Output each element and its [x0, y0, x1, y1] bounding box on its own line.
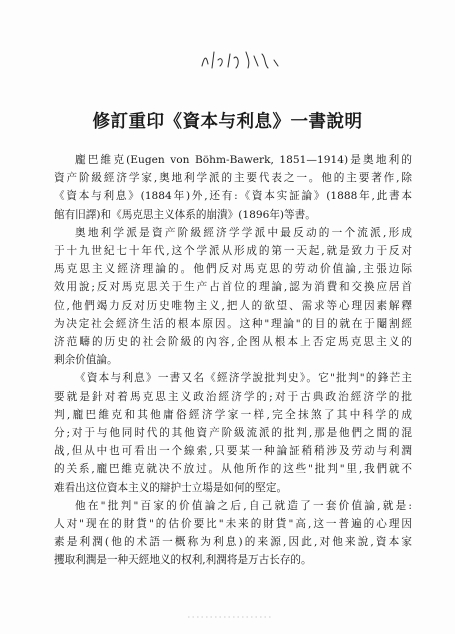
paragraph-4	[54, 497, 412, 570]
text-line: 于十九世紀七十年代,这个学派从形成的第一天起,就是致力于反对	[54, 245, 412, 258]
text-line: 济范疇的历史的社会阶級的內容,企图从根本上否定馬克思主义的	[54, 336, 412, 349]
text-line: 判,龐巴維克和其他庸俗經济学家一样,完全抹煞了其中科学的成	[54, 408, 412, 421]
text-line: 分;对于与他同时代的其他資产阶級流派的批判,那是他們之間的混	[54, 427, 412, 440]
text-line: 素是利潤(他的术語一概称为利息)的来源,因此,对他来說,資本家	[54, 536, 412, 549]
text-line: 他在"批判"百家的价值論之后,自己就造了一套价值論,就是:	[75, 499, 412, 512]
handwritten-annotation	[196, 46, 286, 72]
paragraph-2	[54, 224, 412, 370]
text-line: 龐巴維克(Eugen von Böhm-Bawerk, 1851—1914)是奥地利的	[75, 154, 412, 166]
text-line: 的关系,龐巴維克就决不放过。从他所作的这些"批判"里,我們就不	[54, 463, 412, 476]
text-line: 效用說;反对馬克思关于生产占首位的理論,認为消費和交換应居首	[54, 281, 412, 294]
text-line: 位,他們竭力反对历史唯物主义,把人的欲望、需求等心理因素解釋	[54, 299, 412, 312]
body-text	[54, 151, 412, 570]
paragraph-3	[54, 369, 412, 496]
text-line: 館有旧譯)和《馬克思主义体系的崩潰》(1896年)等書。	[54, 208, 316, 221]
footer-mark	[180, 614, 280, 620]
text-line: 攫取利潤是一种天經地义的权利,利潤将是万古长存的。	[54, 554, 312, 567]
page-title: 修訂重印《資本与利息》一書說明	[92, 112, 363, 132]
text-line: 奥地利学派是資产阶級經济学学派中最反动的一个流派,形成	[75, 226, 412, 239]
text-line: 要就是針对着馬克思主义政治經济学的;对于古典政治經济学的批	[54, 390, 412, 403]
text-line: 馬克思主义經济理論的。他們反对馬克思的劳动价值論,主張边际	[54, 263, 412, 276]
text-line: 資产阶級經济学家,奥地利学派的主要代表之一。他的主要著作,除	[54, 172, 412, 185]
text-line: 难看出这位資本主义的辯护士立場是如何的堅定。	[54, 481, 288, 494]
text-line: 《資本与利息》(1884年)外,还有:《資本实証論》(1888年,此書本	[54, 190, 412, 203]
text-line: 人对"现在的財貨"的估价要比"未来的財貨"高,这一普遍的心理因	[54, 518, 412, 531]
text-line: 战,但从中也可看出一个線索,只要某一种論証稍稍涉及劳动与利潤	[54, 445, 412, 458]
text-line: 剩余价值論。	[54, 354, 118, 367]
paragraph-1	[54, 151, 412, 224]
text-line: 为决定社会經济生活的根本原因。这种"理論"的目的就在于閹割經	[54, 317, 412, 330]
text-line: 《資本与利息》一書又名《經济学說批判史》。它"批判"的鋒芒主	[75, 372, 412, 385]
